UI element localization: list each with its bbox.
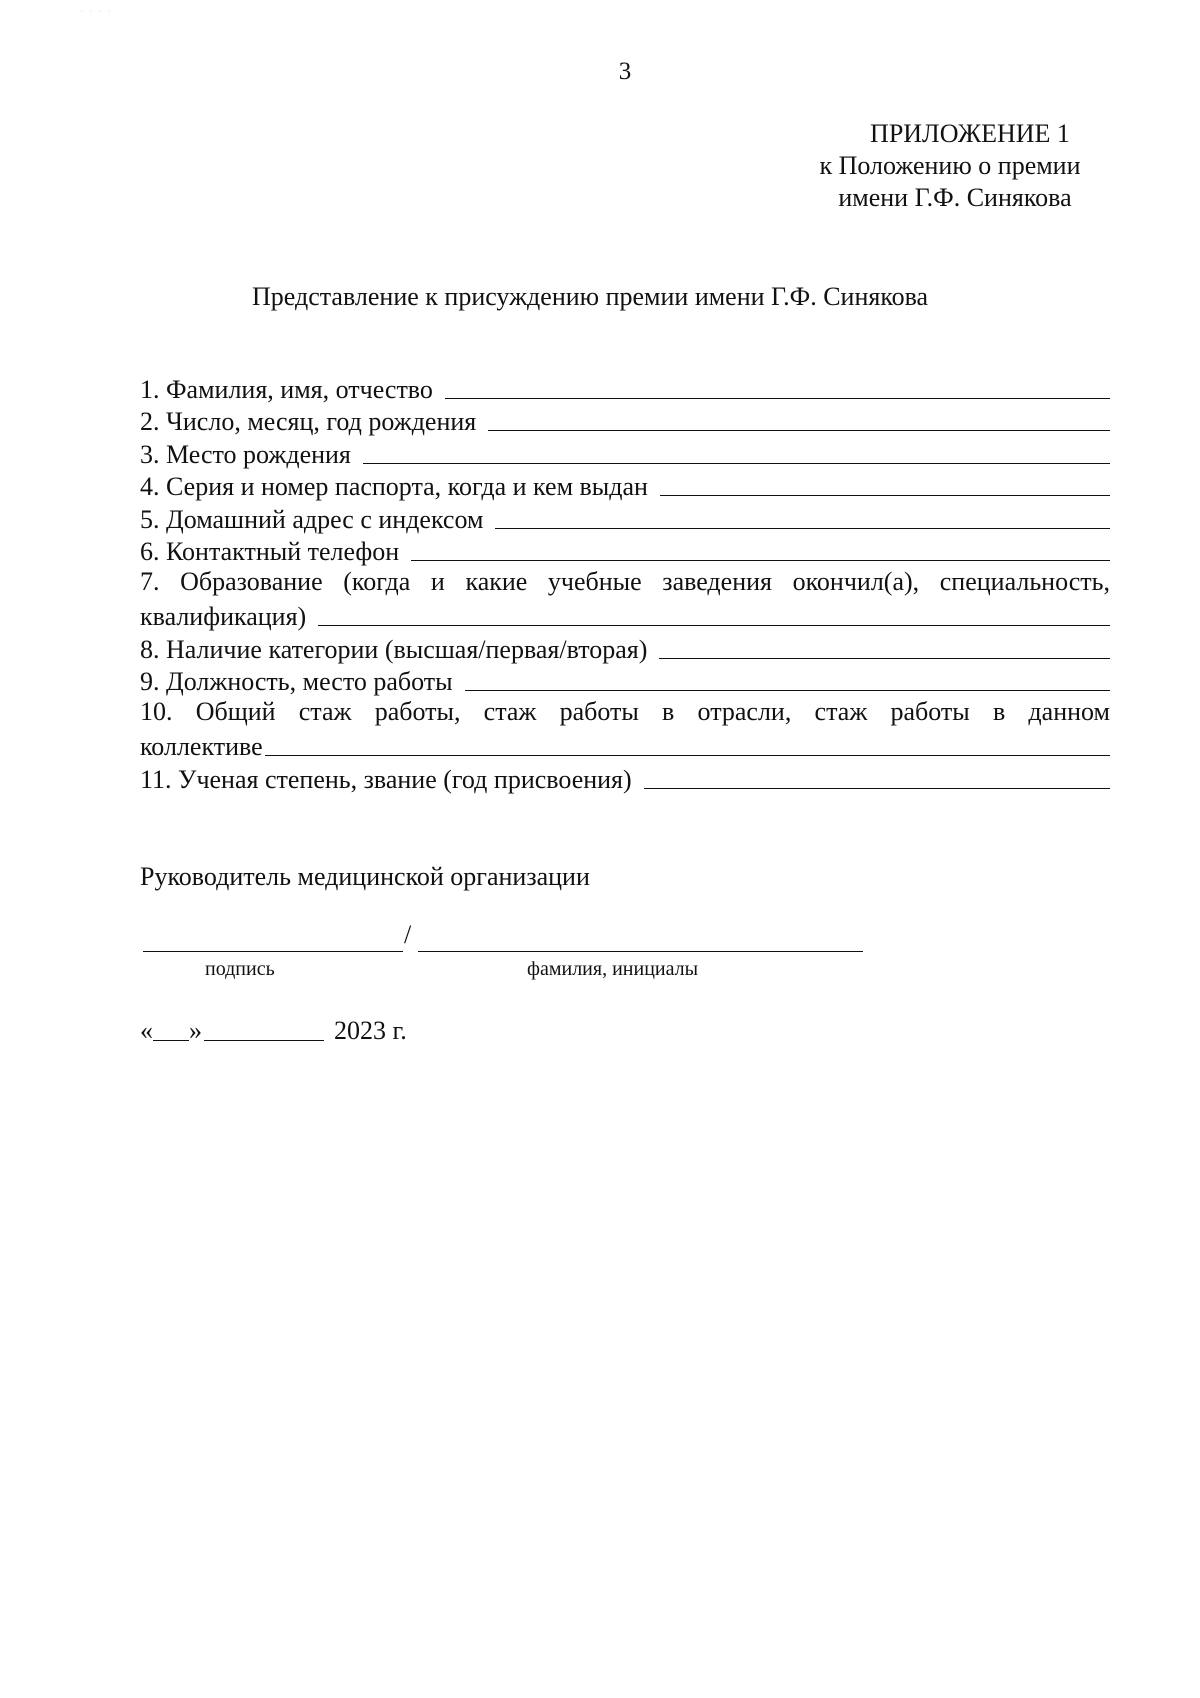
date-open-quote: « (140, 1016, 153, 1045)
field-birth-place (140, 437, 1110, 470)
appendix-line-2: к Положению о премии (819, 151, 1081, 180)
fill-line[interactable] (495, 528, 1110, 529)
fill-line[interactable] (445, 398, 1110, 399)
day-fill-line[interactable] (153, 1040, 189, 1041)
fill-line[interactable] (411, 560, 1110, 561)
field-work-experience-cont (140, 730, 1110, 763)
field-label: 8. Наличие категории (высшая/первая/вторая) (140, 634, 648, 664)
field-category (140, 632, 1110, 665)
fill-line[interactable] (465, 690, 1110, 691)
field-label: 1. Фамилия, имя, отчество (140, 374, 433, 404)
field-passport (140, 470, 1110, 503)
fill-line[interactable] (488, 430, 1110, 431)
organization-head-label: Руководитель медицинской организации (140, 862, 590, 891)
field-label: 4. Серия и номер паспорта, когда и кем выдан (140, 472, 648, 501)
date-year: 2023 г. (334, 1016, 407, 1045)
field-label: 9. Должность, место работы (140, 667, 453, 696)
field-label: 3. Место рождения (140, 439, 351, 469)
date-close-quote: » (189, 1016, 202, 1045)
field-work-experience (140, 697, 1110, 730)
appendix-line-3: имени Г.Ф. Синякова (838, 183, 1072, 212)
nomination-form (140, 372, 1110, 795)
name-initials-caption: фамилия, инициалы (527, 958, 699, 980)
month-fill-line[interactable] (204, 1040, 324, 1041)
field-label: 2. Число, месяц, год рождения (140, 407, 477, 436)
fill-line[interactable] (318, 625, 1110, 626)
fill-line[interactable] (660, 495, 1110, 496)
field-label-cont: коллективе (140, 732, 263, 761)
name-initials-fill-line[interactable] (418, 951, 863, 952)
signature-fill-line[interactable] (143, 951, 403, 952)
field-label: 10. Общий стаж работы, стаж работы в отрасли, стаж работы в данном (140, 697, 1110, 726)
signature-slash: / (404, 920, 412, 949)
appendix-header (780, 118, 1120, 214)
date-line (140, 1016, 407, 1046)
fill-line[interactable] (659, 658, 1110, 659)
field-education (140, 567, 1110, 600)
field-label: 7. Образование (когда и какие учебные заведения окончил(а), специальность, (140, 567, 1110, 596)
signature-caption: подпись (205, 958, 275, 980)
document-title: Представление к присуждению премии имени Г.Ф. Синякова (252, 282, 929, 311)
scan-artifact: · · · · (80, 6, 113, 16)
field-label: 6. Контактный телефон (140, 537, 400, 566)
appendix-line-1: ПРИЛОЖЕНИЕ 1 (870, 119, 1070, 148)
field-birth-date (140, 405, 1110, 438)
page-number: 3 (618, 58, 632, 85)
field-home-address (140, 502, 1110, 535)
field-position (140, 665, 1110, 698)
fill-line[interactable] (363, 463, 1110, 464)
fill-line[interactable] (265, 755, 1110, 756)
field-label: 5. Домашний адрес с индексом (140, 504, 484, 534)
field-label: 11. Ученая степень, звание (год присвоения) (140, 764, 632, 794)
field-full-name (140, 372, 1110, 405)
field-phone (140, 535, 1110, 568)
field-education-cont (140, 600, 1110, 633)
field-academic-degree (140, 762, 1110, 795)
fill-line[interactable] (644, 788, 1110, 789)
field-label-cont: квалификация) (140, 602, 307, 631)
